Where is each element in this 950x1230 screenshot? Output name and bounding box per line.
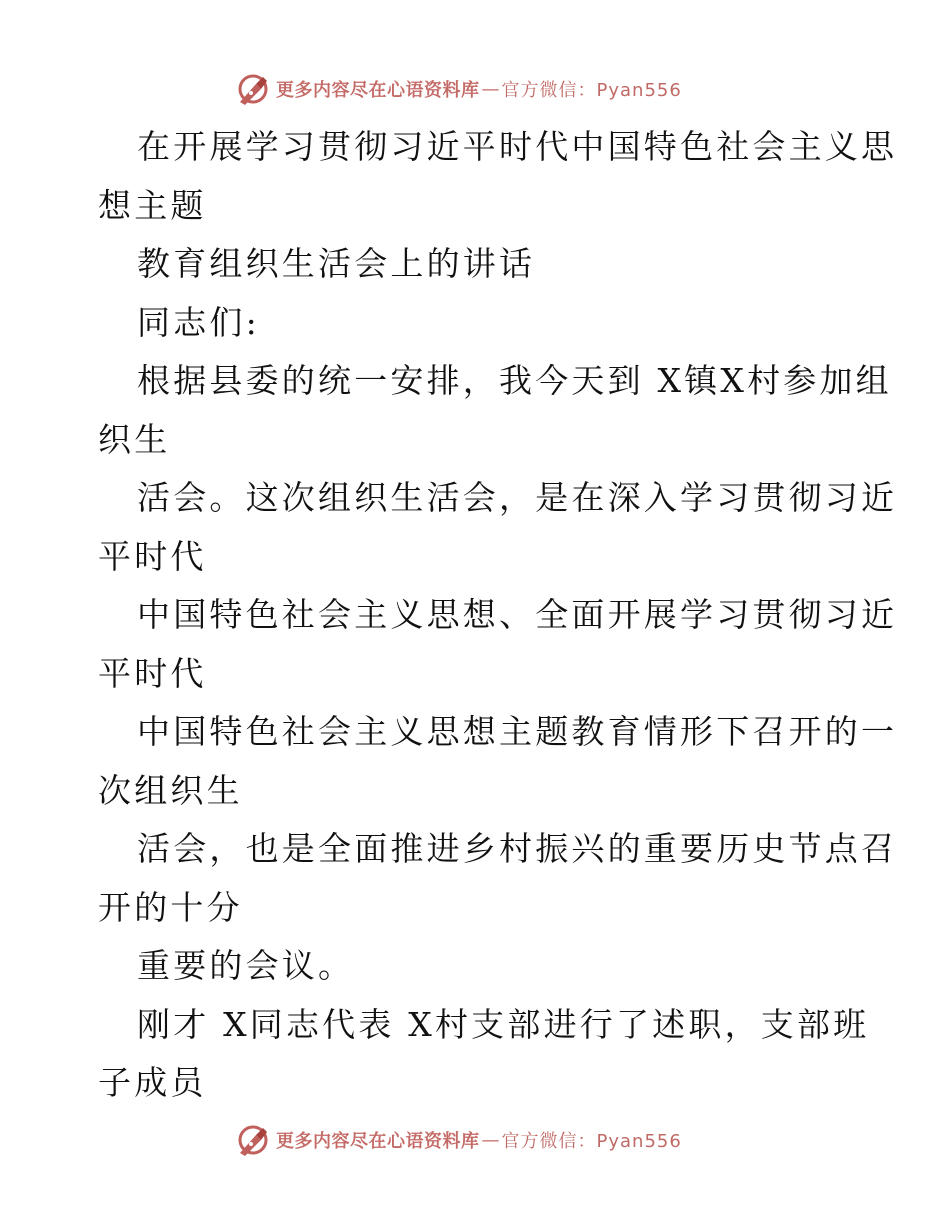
text-line: 平时代 [98,653,207,693]
watermark-header [236,71,682,107]
watermark-contact: 官方微信：Pyan556 [501,1131,682,1152]
text-line: 活会。这次组织生活会，是在深入学习贯彻习近 [137,478,898,517]
text-line: 织生 [98,419,171,459]
text-line: 想主题 [98,185,207,225]
text-line: 次组织生 [98,770,243,810]
text-line: 活会，也是全面推进乡村振兴的重要历史节点召 [137,829,898,868]
watermark-brand: 更多内容尽在心语资料库 [276,1131,480,1152]
text-line: 中国特色社会主义思想、全面开展学习贯彻习近 [137,595,898,634]
text-line: 开的十分 [98,887,243,927]
text-line: 中国特色社会主义思想主题教育情形下召开的一 [137,712,898,751]
text-line: 根据县委的统一安排，我今天到 X镇X村参加组 [137,361,892,400]
text-line: 刚才 X同志代表 X村支部进行了述职，支部班 [137,1004,870,1044]
watermark-brand: 更多内容尽在心语资料库 [276,80,480,101]
text-line: 重要的会议。 [137,946,355,985]
watermark-contact: 官方微信：Pyan556 [501,80,682,101]
text-line: 平时代 [98,536,207,576]
pen-logo-icon [236,72,270,106]
text-line: 子成员 [98,1063,207,1102]
watermark-separator: — [481,1129,500,1151]
text-line: 同志们: [137,302,260,342]
pen-logo-icon [236,1123,270,1157]
text-line: 在开展学习贯彻习近平时代中国特色社会主义思 [137,127,898,166]
watermark-footer [236,1122,682,1158]
document-body [0,118,950,1113]
watermark-separator: — [481,78,500,100]
text-line: 教育组织生活会上的讲话 [137,244,536,283]
